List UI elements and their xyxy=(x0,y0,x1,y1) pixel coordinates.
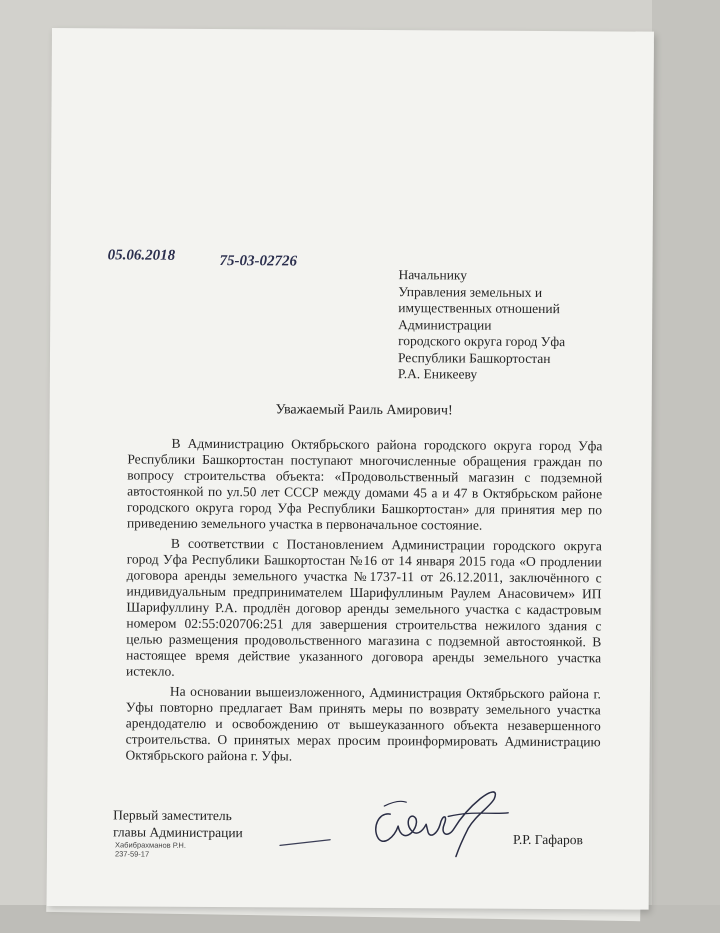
letter-page xyxy=(47,28,654,910)
body-paragraph: В Администрацию Октябрьского района городского округа город Уфа Республики Башкортостан поступают многочисленные обращения граждан по вопросу строительства объекта: «Продовольственный магазин с подземной автостоянкой по ул.50 лет СССР между домами 45 а и 47 в Октябрьском районе городского округа город Уфа Республики Башкортостан» для принятия мер по приведению земельного участка в первоначальное состояние. xyxy=(126,435,603,533)
addressee-line: Администрации xyxy=(398,316,492,333)
addressee-block xyxy=(398,267,566,384)
signatory-title xyxy=(113,806,243,841)
addressee-line: имущественных отношений xyxy=(398,300,560,317)
letter-body xyxy=(126,435,603,766)
signatory-name: Р.Р. Гафаров xyxy=(513,831,583,848)
registration-number: 75-03-02726 xyxy=(219,253,298,270)
addressee-line: городского округа город Уфа xyxy=(398,333,566,350)
handwritten-signature xyxy=(272,757,533,859)
registration-date: 05.06.2018 xyxy=(107,247,176,264)
executor-name: Хабибрахманов Р.Н. xyxy=(114,840,186,850)
signatory-title-line: Первый заместитель xyxy=(113,807,232,824)
background-right xyxy=(652,0,720,933)
addressee-line: Республики Башкортостан xyxy=(397,349,551,366)
body-paragraph: На основании вышеизложенного, Администрация Октябрьского района г. Уфы повторно предлагает Вам принять меры по возврату земельного участка арендодателю и освобождению от вышеуказанного объекта незавершенного строительства. О принятых мерах просим проинформировать Администрацию Октябрьского района г. Уфы. xyxy=(125,683,601,764)
signatory-title-line: главы Администрации xyxy=(113,824,243,841)
executor-block xyxy=(115,840,186,858)
executor-phone: 237-59-17 xyxy=(114,849,150,859)
addressee-line: Начальнику xyxy=(398,267,468,283)
addressee-line: Управления земельных и xyxy=(398,283,543,300)
salutation: Уважаемый Раиль Амирович! xyxy=(275,402,453,419)
addressee-line: Р.А. Еникееву xyxy=(397,366,478,382)
body-paragraph: В соответствии с Постановлением Администрации городского округа город Уфа Республики Башкортостан №16 от 14 января 2015 года «О продлении договора аренды земельного участка №1737-11 от 26.12.2011, заключённого с индивидуальным предпринимателем Шарифуллиным Раулем Анасовичем» ИП Шарифуллину Р.А. продлён договор аренды земельного участка с кадастровым номером 02:55:020706:251 для завершения строительства нежилого здания с целью размещения продовольственного магазина с подземной автостоянкой. В настоящее время действие указанного договора аренды земельного участка истекло. xyxy=(126,535,602,679)
